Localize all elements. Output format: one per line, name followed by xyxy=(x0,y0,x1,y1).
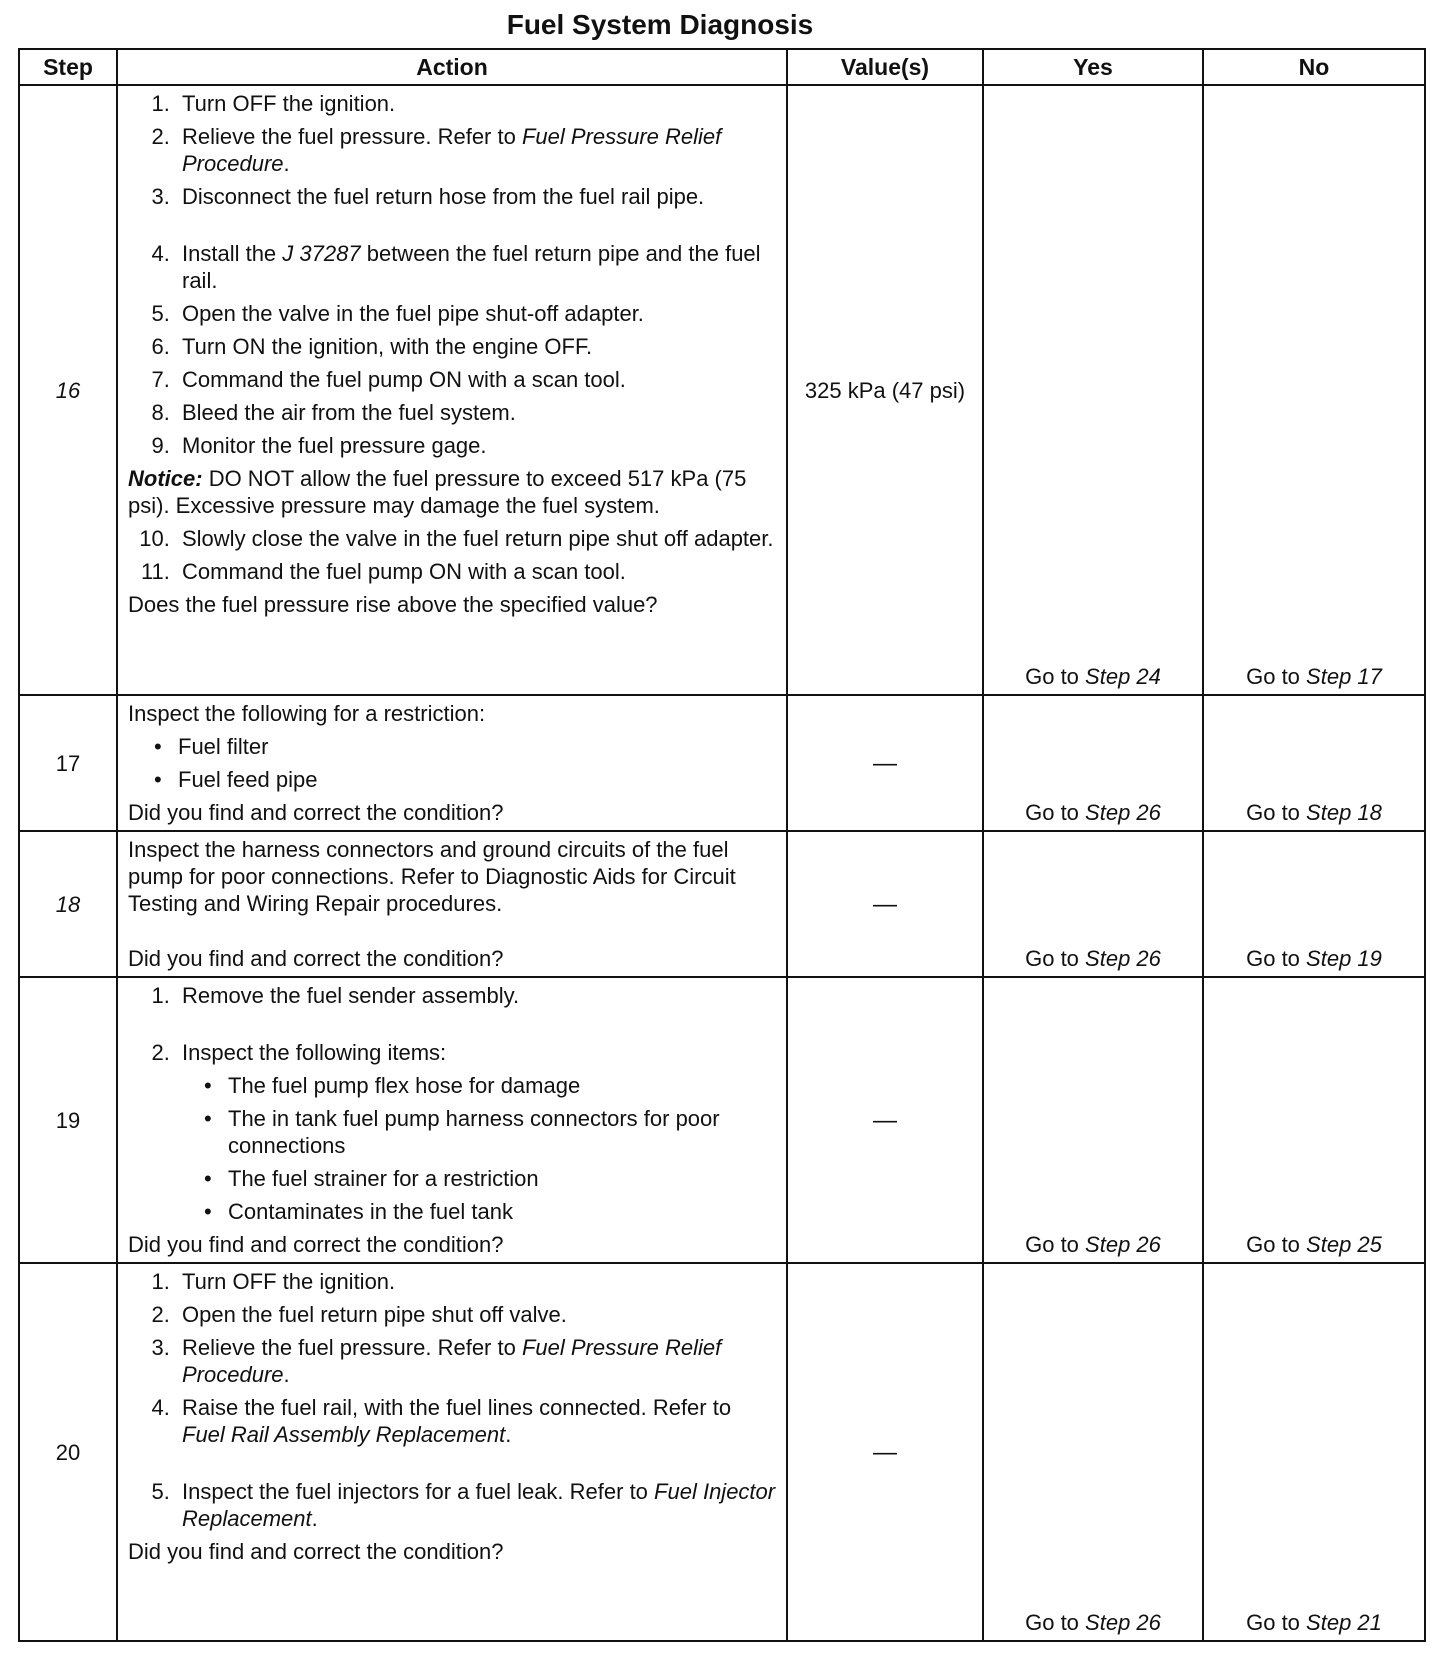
diagnosis-table xyxy=(18,48,1426,1642)
reference-link[interactable]: Fuel Pressure Relief Procedure xyxy=(182,124,722,176)
list-item: 2. Inspect the following items: • The fuel pump flex hose for damage • The in tank fuel pump harness connectors for poor connections • The fuel strainer for a restriction • Contaminates in the fuel tank xyxy=(176,1039,778,1225)
list-item: • The fuel strainer for a restriction xyxy=(220,1165,778,1192)
table-row-step-19 xyxy=(19,977,1425,1263)
action-text: Inspect the harness connectors and ground circuits of the fuel pump for poor connections. Refer to Diagnostic Aids for Circuit Testing and Wiring Repair procedures. xyxy=(128,837,736,916)
list-item: 6. Turn ON the ignition, with the engine OFF. xyxy=(176,333,778,360)
question: Did you find and correct the condition? xyxy=(128,1232,504,1257)
question: Did you find and correct the condition? xyxy=(128,946,504,971)
question: Did you find and correct the condition? xyxy=(128,1539,504,1564)
value-cell: — xyxy=(787,1263,983,1641)
action-cell xyxy=(117,1263,787,1641)
bullet-list xyxy=(128,733,778,793)
list-item: • Contaminates in the fuel tank xyxy=(220,1198,778,1225)
goto-step-link[interactable]: Step 26 xyxy=(1085,946,1161,971)
action-list-continued xyxy=(128,525,778,585)
goto-step-link[interactable]: Step 26 xyxy=(1085,1610,1161,1635)
action-list xyxy=(128,982,778,1225)
action-intro: Inspect the following for a restriction: xyxy=(128,701,486,726)
action-cell xyxy=(117,831,787,977)
list-item: 9. Monitor the fuel pressure gage. xyxy=(176,432,778,459)
goto-step-link[interactable]: Step 19 xyxy=(1306,946,1382,971)
value-cell: — xyxy=(787,695,983,831)
question: Did you find and correct the condition? xyxy=(128,800,504,825)
list-item: 11. Command the fuel pump ON with a scan tool. xyxy=(176,558,778,585)
no-cell: Go to Step 25 xyxy=(1203,977,1425,1263)
yes-cell: Go to Step 26 xyxy=(983,695,1203,831)
list-item: 4. Install the J 37287 between the fuel return pipe and the fuel rail. xyxy=(176,240,778,294)
list-item: 1. Turn OFF the ignition. xyxy=(176,90,778,117)
list-item: 2. Open the fuel return pipe shut off valve. xyxy=(176,1301,778,1328)
goto-step-link[interactable]: Step 24 xyxy=(1085,664,1161,689)
header-values: Value(s) xyxy=(787,49,983,85)
list-item: 3. Relieve the fuel pressure. Refer to Fuel Pressure Relief Procedure. xyxy=(176,1334,778,1388)
step-number: 16 xyxy=(19,85,117,695)
yes-cell: Go to Step 26 xyxy=(983,831,1203,977)
header-action: Action xyxy=(117,49,787,85)
list-item: 4. Raise the fuel rail, with the fuel lines connected. Refer to Fuel Rail Assembly Replacement. xyxy=(176,1394,778,1448)
notice: Notice: DO NOT allow the fuel pressure to exceed 517 kPa (75 psi). Excessive pressure may damage the fuel system. xyxy=(128,466,747,518)
table-row-step-18 xyxy=(19,831,1425,977)
table-row-step-17 xyxy=(19,695,1425,831)
goto-step-link[interactable]: Step 18 xyxy=(1306,800,1382,825)
tool-reference: J 37287 xyxy=(282,241,361,266)
value-cell: — xyxy=(787,977,983,1263)
no-cell: Go to Step 21 xyxy=(1203,1263,1425,1641)
value-cell: 325 kPa (47 psi) xyxy=(787,85,983,695)
value-cell: — xyxy=(787,831,983,977)
list-item: • Fuel feed pipe xyxy=(170,766,778,793)
no-cell: Go to Step 19 xyxy=(1203,831,1425,977)
action-cell xyxy=(117,977,787,1263)
list-item: 7. Command the fuel pump ON with a scan tool. xyxy=(176,366,778,393)
step-number: 19 xyxy=(19,977,117,1263)
notice-label: Notice: xyxy=(128,466,203,491)
header-row xyxy=(19,49,1425,85)
list-item: • Fuel filter xyxy=(170,733,778,760)
table-row-step-20 xyxy=(19,1263,1425,1641)
list-item: • The fuel pump flex hose for damage xyxy=(220,1072,778,1099)
list-item: 8. Bleed the air from the fuel system. xyxy=(176,399,778,426)
list-item: 1. Turn OFF the ignition. xyxy=(176,1268,778,1295)
table-row-step-16 xyxy=(19,85,1425,695)
list-item: 5. Open the valve in the fuel pipe shut-off adapter. xyxy=(176,300,778,327)
list-item: 10. Slowly close the valve in the fuel return pipe shut off adapter. xyxy=(176,525,778,552)
list-item: 1. Remove the fuel sender assembly. xyxy=(176,982,778,1009)
no-cell: Go to Step 17 xyxy=(1203,85,1425,695)
reference-link[interactable]: Fuel Rail Assembly Replacement xyxy=(182,1422,506,1447)
yes-cell: Go to Step 26 xyxy=(983,977,1203,1263)
header-step: Step xyxy=(19,49,117,85)
list-item: 5. Inspect the fuel injectors for a fuel leak. Refer to Fuel Injector Replacement. xyxy=(176,1478,778,1532)
list-item: 3. Disconnect the fuel return hose from the fuel rail pipe. xyxy=(176,183,778,210)
yes-cell: Go to Step 26 xyxy=(983,1263,1203,1641)
no-cell: Go to Step 18 xyxy=(1203,695,1425,831)
action-cell xyxy=(117,85,787,695)
reference-link[interactable]: Fuel Injector Replacement xyxy=(182,1479,776,1531)
action-list xyxy=(128,90,778,459)
question: Does the fuel pressure rise above the specified value? xyxy=(128,592,658,617)
action-cell xyxy=(117,695,787,831)
header-yes: Yes xyxy=(983,49,1203,85)
action-list xyxy=(128,1268,778,1532)
goto-step-link[interactable]: Step 26 xyxy=(1085,800,1161,825)
list-item: • The in tank fuel pump harness connectors for poor connections xyxy=(220,1105,778,1159)
step-number: 20 xyxy=(19,1263,117,1641)
yes-cell: Go to Step 24 xyxy=(983,85,1203,695)
step-number: 18 xyxy=(19,831,117,977)
page-title: Fuel System Diagnosis xyxy=(506,9,814,40)
reference-link[interactable]: Fuel Pressure Relief Procedure xyxy=(182,1335,722,1387)
goto-step-link[interactable]: Step 25 xyxy=(1306,1232,1382,1257)
goto-step-link[interactable]: Step 21 xyxy=(1306,1610,1382,1635)
goto-step-link[interactable]: Step 17 xyxy=(1306,664,1382,689)
step-number: 17 xyxy=(19,695,117,831)
header-no: No xyxy=(1203,49,1425,85)
list-item: 2. Relieve the fuel pressure. Refer to Fuel Pressure Relief Procedure. xyxy=(176,123,778,177)
goto-step-link[interactable]: Step 26 xyxy=(1085,1232,1161,1257)
bullet-list xyxy=(182,1072,778,1225)
